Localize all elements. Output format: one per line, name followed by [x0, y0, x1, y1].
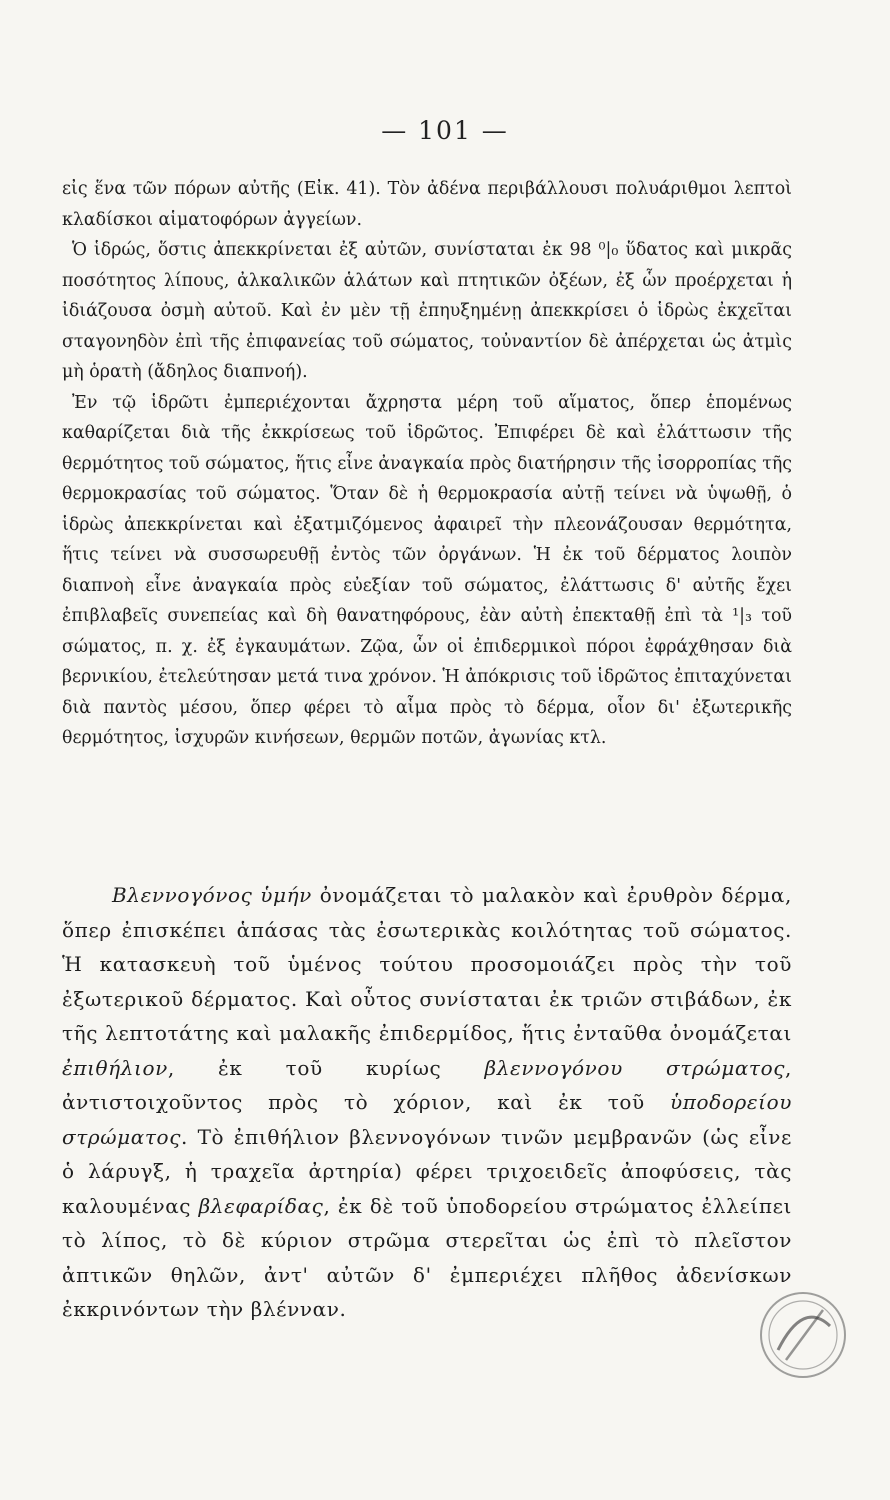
term-epithelium: ἐπιθήλιον — [62, 1055, 168, 1080]
section-two-body — [62, 878, 792, 1327]
term-subdermal-layer: ὑποδορείου στρώματος — [62, 1090, 792, 1149]
library-stamp-mark — [748, 1280, 858, 1390]
text-part-4: . Τὸ ἐπιθήλιον βλεννογόνων τινῶν μεμβρανῶν (ὡς εἶνε ὁ λάρυγξ, ἡ τραχεῖα ἀρτηρία) φέρει τριχοειδεῖς ἀποφύσεις, τὰς καλουμένας — [62, 1124, 792, 1218]
text-part-1: ὀνομάζεται τὸ μαλακὸν καὶ ἐρυθρὸν δέρμα, ὅπερ ἐπισκέπει ἁπάσας τὰς ἐσωτερικὰς κοιλότητας τοῦ σώματος. Ἡ κατασκευὴ τοῦ ὑμένος τούτου προσομοιάζει πρὸς τὴν τοῦ ἐξωτερικοῦ δέρματος. Καὶ οὗτος συνίσταται ἐκ τριῶν στιβάδων, ἐκ τῆς λεπτοτάτης καὶ μαλακῆς ἐπιδερμίδος, ἥτις ἐνταῦθα ὀνομάζεται — [62, 883, 792, 1045]
section-one-body — [62, 174, 792, 754]
page-number: — 101 — — [381, 116, 509, 145]
text-part-3: , ἀντιστοιχοῦντος πρὸς τὸ χόριον, καὶ ἐκ τοῦ — [62, 1055, 793, 1114]
paragraph-sweat-composition: Ὁ ἱδρώς, ὅστις ἀπεκκρίνεται ἐξ αὐτῶν, συνίσταται ἐκ 98 ⁰|₀ ὕδατος καὶ μικρᾶς ποσότητος λίπους, ἀλκαλικῶν ἁλάτων καὶ πτητικῶν ὀξέων, ἐξ ὧν προέρχεται ἡ ἰδιάζουσα ὀσμὴ αὐτοῦ. Καὶ ἐν μὲν τῇ ἐπηυξημένῃ ἀπεκκρίσει ὁ ἱδρὼς ἐκχεῖται σταγονηδὸν ἐπὶ τῆς ἐπιφανείας τοῦ σώματος, τοὐναντίον δὲ ἀπέρχεται ὡς ἀτμὶς μὴ ὁρατὴ (ἄδηλος διαπνοή). — [62, 240, 792, 382]
paragraph-sweat-function: Ἐν τῷ ἱδρῶτι ἐμπεριέχονται ἄχρηστα μέρη τοῦ αἵματος, ὅπερ ἑπομένως καθαρίζεται διὰ τῆς ἐκκρίσεως τοῦ ἱδρῶτος. Ἐπιφέρει δὲ καὶ ἐλάττωσιν τῆς θερμότητος τοῦ σώματος, ἥτις εἶνε ἀναγκαία πρὸς διατήρησιν τῆς ἰσορροπίας τῆς θερμοκρασίας τοῦ σώματος. Ὅταν δὲ ἡ θερμοκρασία αὐτῇ τείνει νὰ ὑψωθῇ, ὁ ἱδρὼς ἀπεκκρίνεται καὶ ἐξατμιζόμενος ἀφαιρεῖ τὴν πλεονάζουσαν θερμότητα, ἥτις τείνει νὰ συσσωρευθῇ ἐντὸς τῶν ὀργάνων. Ἡ ἐκ τοῦ δέρματος λοιπὸν διαπνοὴ εἶνε ἀναγκαία πρὸς εὐεξίαν τοῦ σώματος, ἐλάττωσις δ' αὐτῆς ἔχει ἐπιβλαβεῖς συνεπείας καὶ δὴ θανατηφόρους, ἐὰν αὐτὴ ἐπεκταθῇ ἐπὶ τὰ ¹|₃ τοῦ σώματος, π. χ. ἐξ ἐγκαυμάτων. Ζῷα, ὧν οἱ ἐπιδερμικοὶ πόροι ἐφράχθησαν διὰ βερνικίου, ἐτελεύτησαν μετά τινα χρόνον. Ἡ ἀπόκρισις τοῦ ἱδρῶτος ἐπιταχύνεται διὰ παντὸς μέσου, ὅπερ φέρει τὸ αἷμα πρὸς τὸ δέρμα, οἷον δι' ἐξωτερικῆς θερμότητος, ἰσχυρῶν κινήσεων, θερμῶν ποτῶν, ἀγωνίας κτλ. — [62, 392, 792, 748]
text-part-2: , ἐκ τοῦ κυρίως — [167, 1055, 485, 1080]
paragraph-mucous-membrane — [62, 878, 792, 1327]
term-mucous-membrane: Βλεννογόνος ὑμήν — [112, 883, 312, 907]
paragraph-continuation: εἰς ἕνα τῶν πόρων αὐτῆς (Εἰκ. 41). Τὸν ἀδένα περιβάλλουσι πολυάριθμοι λεπτοὶ κλαδίσκοι αἱματοφόρων ἀγγείων. — [62, 179, 792, 230]
term-mucous-layer: βλεννογόνου στρώματος — [484, 1055, 786, 1080]
text-part-5: , ἐκ δὲ τοῦ ὑποδορείου στρώματος ἐλλείπει τὸ λίπος, τὸ δὲ κύριον στρῶμα στερεῖται ὡς ἐπὶ τὸ πλεῖστον ἀπτικῶν θηλῶν, ἀντ' αὐτῶν δ' ἐμπεριέχει πλῆθος ἀδενίσκων ἐκκρινόντων τὴν βλένναν. — [62, 1193, 792, 1321]
term-cilia: βλεφαρίδας — [198, 1193, 324, 1218]
